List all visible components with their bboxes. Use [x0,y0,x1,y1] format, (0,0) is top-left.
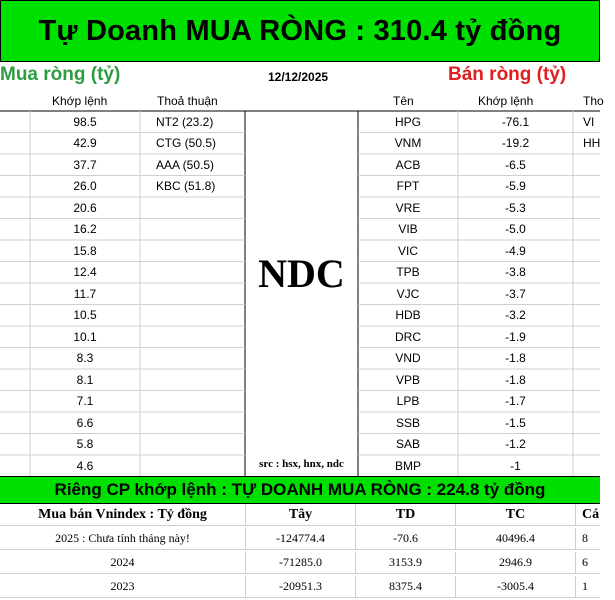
buy-deal-cell [140,240,245,262]
table-row [0,176,600,198]
stock-name-cell: VIB [398,222,418,237]
sell-section-label: Bán ròng (tỷ) [448,64,567,85]
vnindex-cell: -3005.4 [455,576,575,597]
sell-match-cell: -1.9 [505,329,526,344]
sell-deal-cell: VI [583,114,595,129]
sell-deal-cell [573,326,613,348]
sub-header [0,62,600,92]
buy-deal-cell [140,434,245,456]
sell-match-cell: -3.7 [505,286,526,301]
sell-deal-cell [573,434,613,456]
sell-deal-cell [573,455,613,477]
buy-deal-cell [140,412,245,434]
vnindex-header-cell: Cá [575,504,615,525]
sell-deal-cell [573,369,613,391]
vnindex-cell: 40496.4 [455,528,575,549]
vnindex-row [0,552,600,574]
buy-deal-cell [140,326,245,348]
buy-deal-cell [140,219,245,241]
vnindex-cell: 2025 : Chưa tính tháng này! [55,531,190,545]
vnindex-cell: -70.6 [355,528,455,549]
vnindex-cell: 3153.9 [355,552,455,573]
buy-match-cell: 20.6 [73,200,97,215]
header-sell-match: Khớp lệnh [478,94,534,108]
sell-match-cell: -1.5 [505,415,526,430]
buy-match-cell: 6.6 [76,415,94,430]
sell-match-cell: -5.9 [505,179,526,194]
buy-deal-cell [140,283,245,305]
buy-deal-cell: CTG (50.5) [156,136,217,151]
buy-match-cell: 4.6 [76,458,94,473]
stock-name-cell: VND [395,351,421,366]
sell-deal-cell: HH [583,136,601,151]
buy-match-cell: 15.8 [73,243,97,258]
table-row [0,434,600,456]
vnindex-header-cell: TD [355,504,455,525]
vnindex-header-cell: TC [455,504,575,525]
summary-banner [0,476,600,504]
sell-deal-cell [573,219,613,241]
buy-deal-cell [140,455,245,477]
stock-name-cell: VRE [395,200,421,215]
sell-match-cell: -1.8 [505,351,526,366]
buy-deal-cell: AAA (50.5) [156,157,215,172]
table-row [0,219,600,241]
sell-match-cell: -4.9 [505,243,526,258]
table-row [0,326,600,348]
sell-match-cell: -19.2 [501,136,530,151]
vnindex-cell: 6 [575,552,615,573]
header-sell-deal: Tho [583,94,604,108]
table-row [0,412,600,434]
stock-name-cell: DRC [395,329,421,344]
buy-match-cell: 11.7 [73,286,97,301]
table-row [0,305,600,327]
header-name: Tên [393,94,414,108]
sell-deal-cell [573,412,613,434]
stock-name-cell: VNM [394,136,422,151]
summary-text: Riêng CP khớp lệnh : TỰ DOANH MUA RÒNG : 224.8 tỷ đồng [54,480,546,499]
buy-match-cell: 10.5 [73,308,97,323]
buy-deal-cell [140,348,245,370]
vnindex-cell: 2023 [110,579,135,593]
vnindex-cell: 8 [575,528,615,549]
sell-deal-cell [573,197,613,219]
sell-deal-cell [573,262,613,284]
stock-name-cell: LPB [396,394,420,409]
buy-match-cell: 8.1 [76,372,94,387]
sell-deal-cell [573,391,613,413]
source-note: src : hsx, hnx, ndc [259,458,344,470]
stock-name-cell: TPB [396,265,420,280]
vnindex-header-cell: Mua bán Vnindex : Tỷ đồng [38,506,207,522]
sell-deal-cell [573,240,613,262]
page-title: Tự Doanh MUA RÒNG : 310.4 tỷ đồng [38,14,562,47]
table-row [0,348,600,370]
header-buy-deal: Thoả thuận [157,94,218,108]
vnindex-cell: 2024 [110,555,135,569]
sell-match-cell: -1.2 [505,437,526,452]
buy-match-cell: 42.9 [73,136,97,151]
sell-match-cell: -3.2 [505,308,526,323]
table-row [0,369,600,391]
buy-match-cell: 5.8 [76,437,94,452]
stock-name-cell: BMP [394,458,421,473]
buy-section-label: Mua ròng (tỷ) [0,64,121,85]
buy-match-cell: 26.0 [73,179,97,194]
table-row [0,133,600,155]
buy-match-cell: 10.1 [73,329,97,344]
buy-match-cell: 12.4 [73,265,97,280]
buy-match-cell: 8.3 [76,351,94,366]
sell-match-cell: -5.0 [505,222,526,237]
stock-name-cell: SAB [395,437,420,452]
buy-deal-cell [140,262,245,284]
buy-deal-cell [140,369,245,391]
stock-name-cell: HDB [395,308,421,323]
stock-name-cell: ACB [395,157,421,172]
sell-match-cell: -76.1 [501,114,530,129]
date-label: 12/12/2025 [268,70,329,84]
table-row [0,154,600,176]
buy-deal-cell [140,305,245,327]
stock-name-cell: VPB [395,372,420,387]
vnindex-cell: 8375.4 [355,576,455,597]
vnindex-cell: 2946.9 [455,552,575,573]
sell-deal-cell [573,154,613,176]
table-row [0,391,600,413]
buy-match-cell: 16.2 [73,222,97,237]
vnindex-cell: -71285.0 [245,552,355,573]
buy-match-cell: 98.5 [73,114,97,129]
buy-deal-cell: NT2 (23.2) [156,114,214,129]
vnindex-cell: -124774.4 [245,528,355,549]
sell-match-cell: -1.8 [505,372,526,387]
vnindex-header-cell: Tây [245,504,355,525]
stock-name-cell: VIC [397,243,418,258]
buy-deal-cell: KBC (51.8) [156,179,216,194]
buy-deal-cell [140,197,245,219]
header-buy-match: Khớp lệnh [52,94,108,108]
vnindex-cell: -20951.3 [245,576,355,597]
stock-name-cell: FPT [396,179,420,194]
ndc-logo: NDC [258,251,345,296]
sell-match-cell: -1.7 [505,394,526,409]
sell-match-cell: -1 [510,458,521,473]
stock-name-cell: HPG [394,114,421,129]
vnindex-header-row [0,504,600,526]
sell-deal-cell [573,305,613,327]
vnindex-row [0,576,600,598]
sell-match-cell: -6.5 [505,157,526,172]
stock-name-cell: VJC [396,286,420,301]
table-row [0,111,600,133]
stock-name-cell: SSB [395,415,420,430]
buy-match-cell: 37.7 [73,157,97,172]
sell-deal-cell [573,176,613,198]
vnindex-cell: 1 [575,576,615,597]
sell-match-cell: -3.8 [505,265,526,280]
table-row [0,197,600,219]
title-banner [0,0,600,62]
buy-deal-cell [140,391,245,413]
sell-deal-cell [573,283,613,305]
vnindex-table [0,504,600,600]
sell-deal-cell [573,348,613,370]
sell-match-cell: -5.3 [505,200,526,215]
vnindex-row [0,528,600,550]
buy-match-cell: 7.1 [76,394,94,409]
